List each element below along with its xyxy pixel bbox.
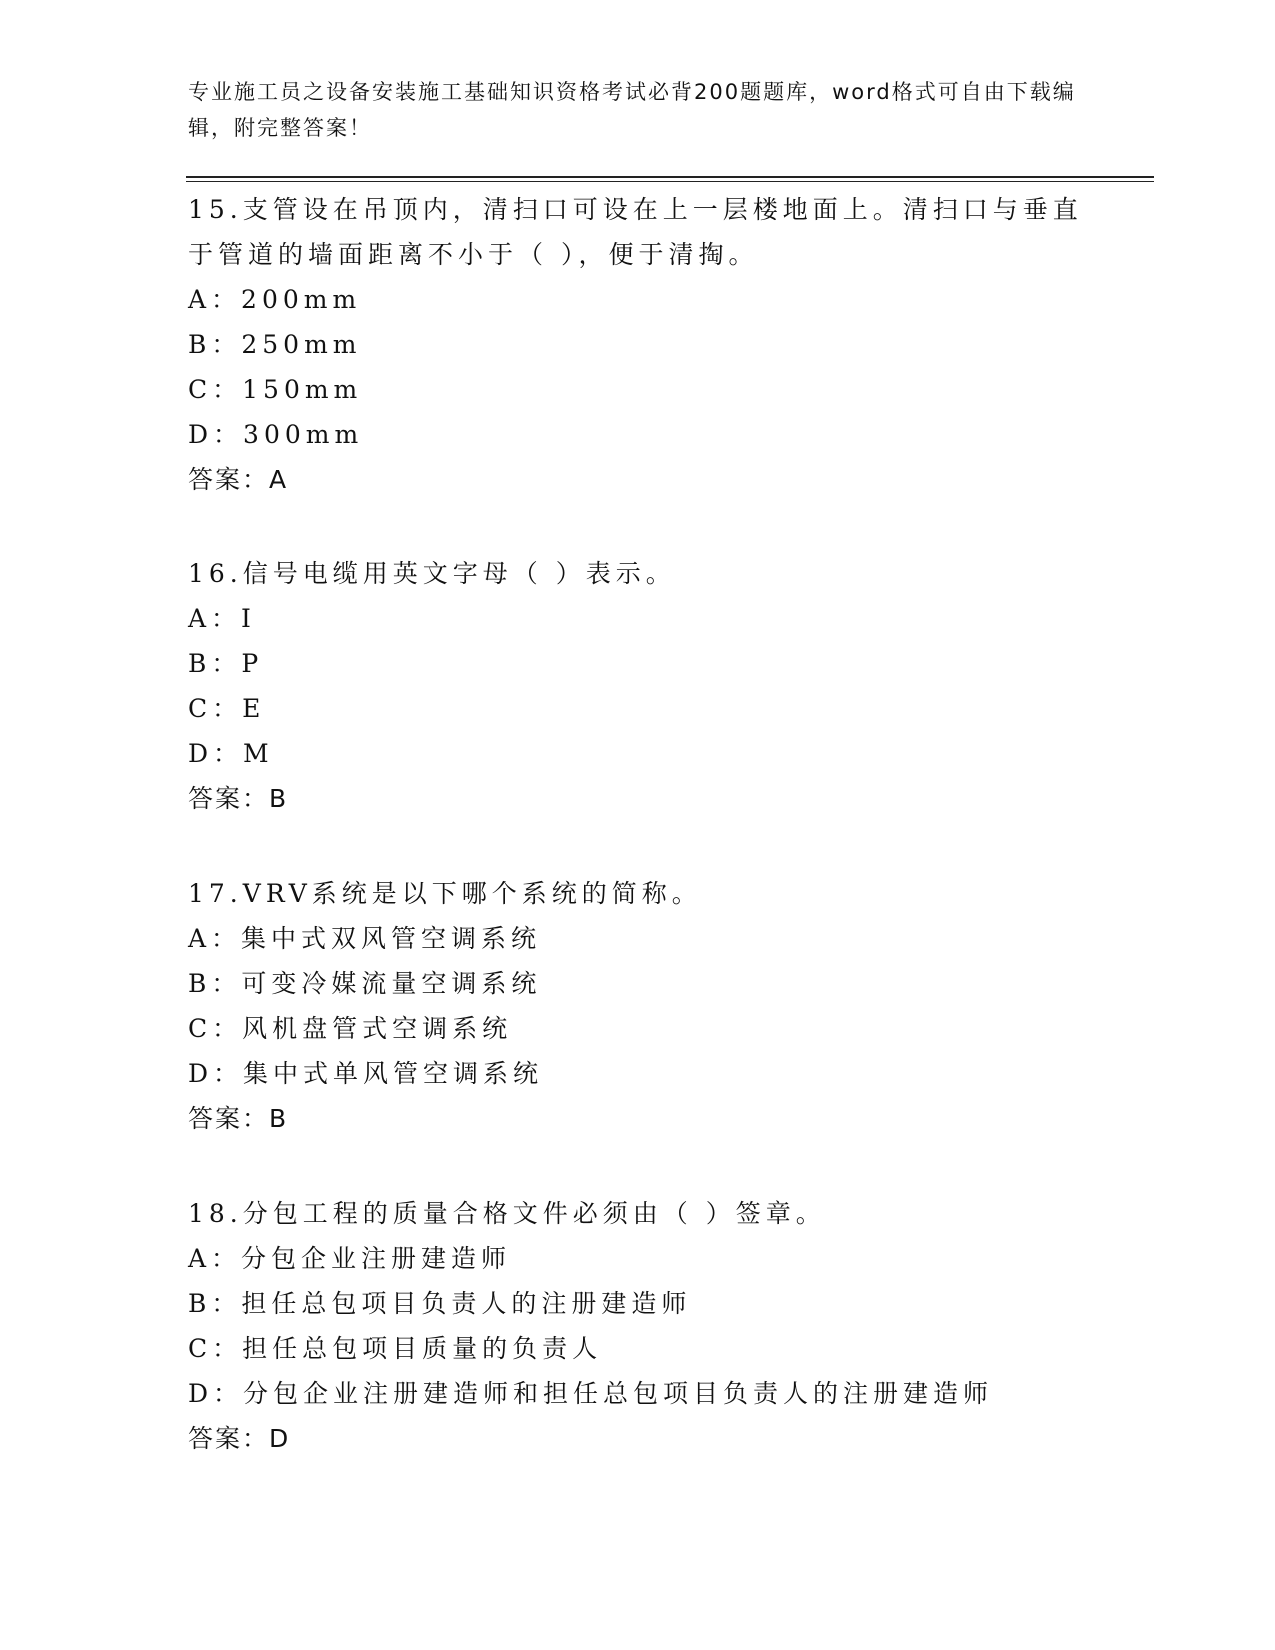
question-stem: 17.VRV系统是以下哪个系统的简称。 — [188, 879, 702, 908]
option-b: B：可变冷媒流量空调系统 — [188, 969, 542, 998]
question-stem: 15.支管设在吊顶内，清扫口可设在上一层楼地面上。清扫口与垂直于管道的墙面距离不小于（ ），便于清掏。 — [188, 195, 1083, 269]
option-c: C：担任总包项目质量的负责人 — [188, 1334, 603, 1363]
option-b: B：担任总包项目负责人的注册建造师 — [188, 1289, 692, 1318]
option-b: B：P — [188, 649, 264, 678]
header-divider-thin — [186, 181, 1154, 182]
question-16 — [188, 551, 1088, 821]
header-divider-thick — [186, 176, 1154, 178]
answer-line: 答案：B — [188, 1104, 289, 1133]
question-18 — [188, 1191, 1088, 1461]
option-a: A：200mm — [188, 285, 362, 314]
option-d: D：集中式单风管空调系统 — [188, 1059, 544, 1088]
option-d: D：分包企业注册建造师和担任总包项目负责人的注册建造师 — [188, 1379, 994, 1408]
answer-line: 答案：B — [188, 784, 289, 813]
option-d: D：M — [188, 739, 274, 768]
option-b: B：250mm — [188, 330, 362, 359]
question-stem: 16.信号电缆用英文字母（ ）表示。 — [188, 559, 676, 588]
option-c: C：E — [188, 694, 266, 723]
option-a: A：I — [188, 604, 256, 633]
question-15 — [188, 187, 1088, 502]
option-d: D：300mm — [188, 420, 364, 449]
answer-line: 答案：A — [188, 465, 289, 494]
answer-line: 答案：D — [188, 1424, 291, 1453]
option-a: A：分包企业注册建造师 — [188, 1244, 512, 1273]
option-a: A：集中式双风管空调系统 — [188, 924, 542, 953]
option-c: C：150mm — [188, 375, 363, 404]
question-17 — [188, 871, 1088, 1141]
option-c: C：风机盘管式空调系统 — [188, 1014, 513, 1043]
question-stem: 18.分包工程的质量合格文件必须由（ ）签章。 — [188, 1199, 826, 1228]
document-header: 专业施工员之设备安装施工基础知识资格考试必背200题题库，word格式可自由下载编辑，附完整答案！ — [188, 80, 1076, 140]
